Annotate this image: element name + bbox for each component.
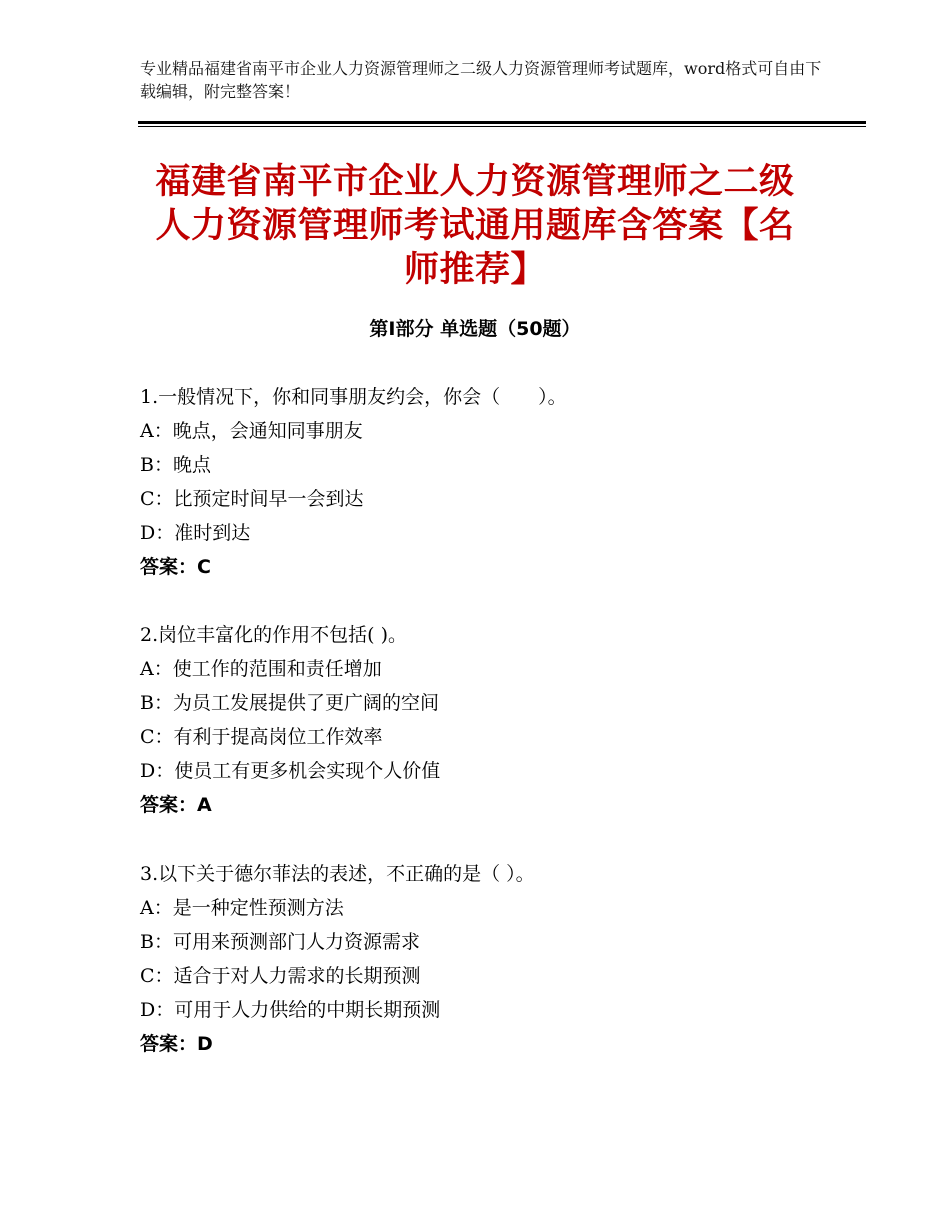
option-b: B：晚点 [140, 454, 211, 476]
option-c: C：比预定时间早一会到达 [140, 488, 364, 510]
section-heading: 第Ⅰ部分 单选题（50题） [369, 318, 581, 340]
header-note: 专业精品福建省南平市企业人力资源管理师之二级人力资源管理师考试题库，word格式可自由下载编辑，附完整答案！ [140, 59, 822, 101]
option-d: D：使员工有更多机会实现个人价值 [140, 760, 441, 782]
option-d: D：可用于人力供给的中期长期预测 [140, 999, 441, 1021]
header-divider-thin [138, 126, 866, 127]
answer: 答案：A [140, 794, 212, 816]
option-c: C：适合于对人力需求的长期预测 [140, 965, 421, 987]
question-1 [140, 380, 840, 584]
question-stem: 3.以下关于德尔菲法的表述，不正确的是（ ）。 [140, 863, 535, 885]
option-b: B：可用来预测部门人力资源需求 [140, 931, 420, 953]
option-b: B：为员工发展提供了更广阔的空间 [140, 692, 439, 714]
question-stem: 2.岗位丰富化的作用不包括( )。 [140, 624, 407, 646]
answer: 答案：C [140, 556, 211, 578]
question-stem: 1.一般情况下，你和同事朋友约会，你会（ ）。 [140, 386, 567, 408]
question-3 [140, 857, 840, 1061]
option-c: C：有利于提高岗位工作效率 [140, 726, 383, 748]
document-title: 福建省南平市企业人力资源管理师之二级人力资源管理师考试通用题库含答案【名师推荐】 [155, 162, 795, 290]
option-d: D：准时到达 [140, 522, 251, 544]
question-2 [140, 618, 840, 822]
header-divider-thick [138, 121, 866, 124]
option-a: A：是一种定性预测方法 [140, 897, 344, 919]
option-a: A：使工作的范围和责任增加 [140, 658, 382, 680]
answer: 答案：D [140, 1033, 213, 1055]
option-a: A：晚点，会通知同事朋友 [140, 420, 363, 442]
